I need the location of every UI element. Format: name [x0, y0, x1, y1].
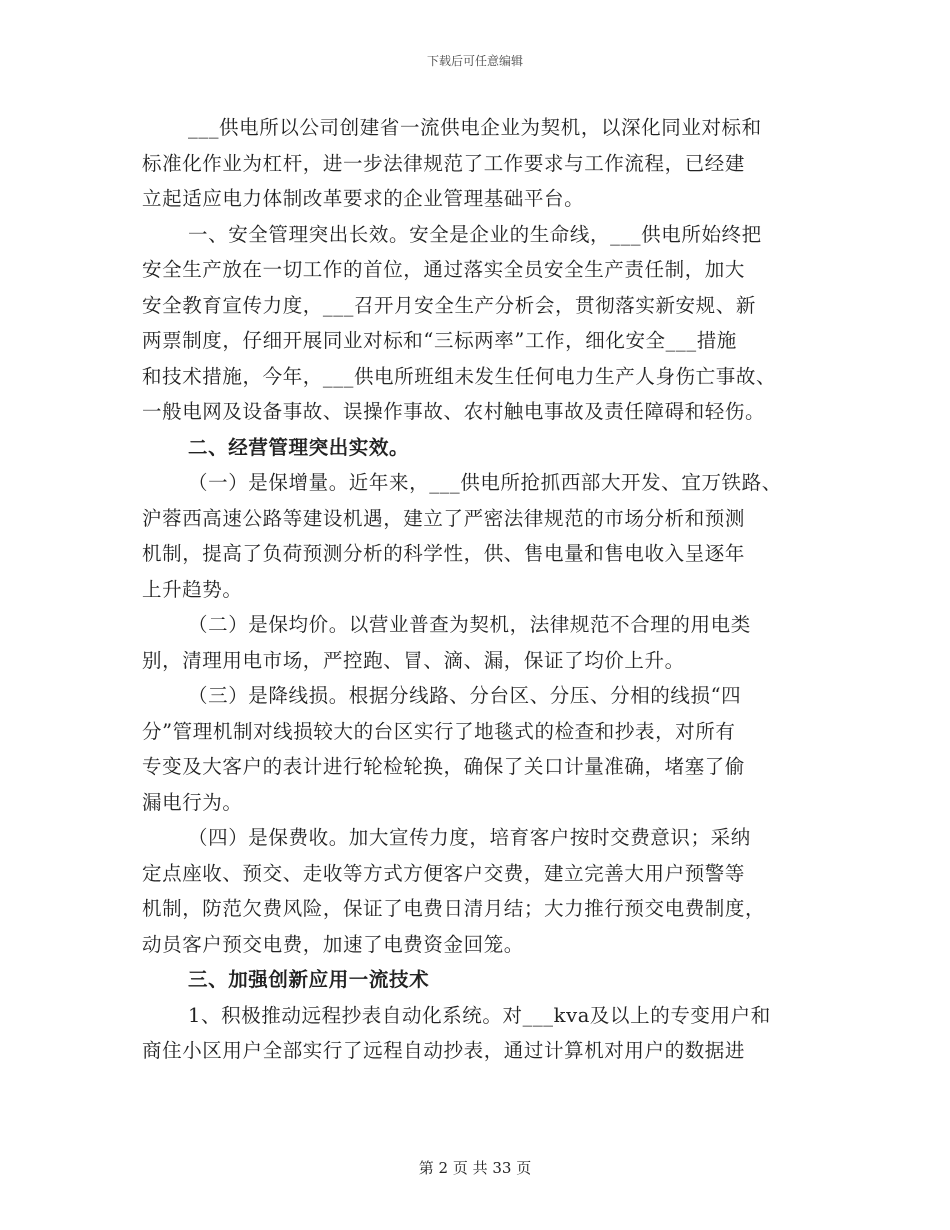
- text-line: 1、积极推动远程抄表自动化系统。对___kva及以上的专变用户和: [188, 1003, 771, 1027]
- page-header: 下载后可任意编辑: [426, 54, 523, 68]
- section-heading: 二、经营管理突出实效。: [188, 435, 410, 459]
- text-line: （一）是保增量。近年来，___供电所抢抓西部大开发、宜万铁路、: [188, 471, 782, 494]
- text-line: 立起适应电力体制改革要求的企业管理基础平台。: [142, 187, 585, 210]
- text-line: 机制，提高了负荷预测分析的科学性，供、售电量和售电收入呈逐年: [142, 542, 746, 565]
- text-line: 和技术措施，今年，___供电所班组未发生任何电力生产人身伤亡事故、: [142, 364, 777, 388]
- document-body: [142, 110, 810, 1069]
- text-line: 沪蓉西高速公路等建设机遇，建立了严密法律规范的市场分析和预测: [142, 506, 746, 530]
- page-footer: 第 2 页 共 33 页: [418, 1159, 532, 1177]
- text-line: 安全生产放在一切工作的首位，通过落实全员安全生产责任制，加大: [142, 258, 746, 281]
- text-line: （四）是保费收。加大宣传力度，培育客户按时交费意识；采纳: [188, 826, 751, 849]
- text-line: 专变及大客户的表计进行轮检轮换，确保了关口计量准确，堵塞了偷: [142, 755, 746, 778]
- text-line: 安全教育宣传力度，___召开月安全生产分析会，贯彻落实新安规、新: [142, 293, 756, 317]
- text-line: 机制，防范欠费风险，保证了电费日清月结；大力推行预交电费制度，: [142, 897, 766, 920]
- text-line: （三）是降线损。根据分线路、分台区、分压、分相的线损“四: [188, 684, 742, 707]
- text-line: 上升趋势。: [142, 577, 243, 601]
- text-line: 一般电网及设备事故、误操作事故、农村触电事故及责任障碍和轻伤。: [142, 400, 766, 423]
- text-line: 分”管理机制对线损较大的台区实行了地毯式的检查和抄表，对所有: [142, 719, 736, 743]
- text-line: 商住小区用户全部实行了远程自动抄表，通过计算机对用户的数据进: [142, 1039, 746, 1062]
- text-line: 一、安全管理突出长效。安全是企业的生命线，___供电所始终把: [188, 222, 762, 246]
- text-line: 定点座收、预交、走收等方式方便客户交费，建立完善大用户预警等: [142, 861, 746, 885]
- text-line: 两票制度，仔细开展同业对标和“三标两率”工作，细化安全___措施: [142, 329, 737, 352]
- text-line: 别，清理用电市场，严控跑、冒、滴、漏，保证了均价上升。: [142, 648, 685, 672]
- text-line: ___供电所以公司创建省一流供电企业为契机，以深化同业对标和: [188, 116, 762, 139]
- text-line: （二）是保均价。以营业普查为契机，法律规范不合理的用电类: [188, 613, 751, 636]
- text-line: 标准化作业为杠杆，进一步法律规范了工作要求与工作流程，已经建: [142, 151, 746, 175]
- text-line: 动员客户预交电费，加速了电费资金回笼。: [142, 932, 524, 956]
- section-heading: 三、加强创新应用一流技术: [188, 968, 430, 991]
- text-line: 漏电行为。: [142, 790, 243, 814]
